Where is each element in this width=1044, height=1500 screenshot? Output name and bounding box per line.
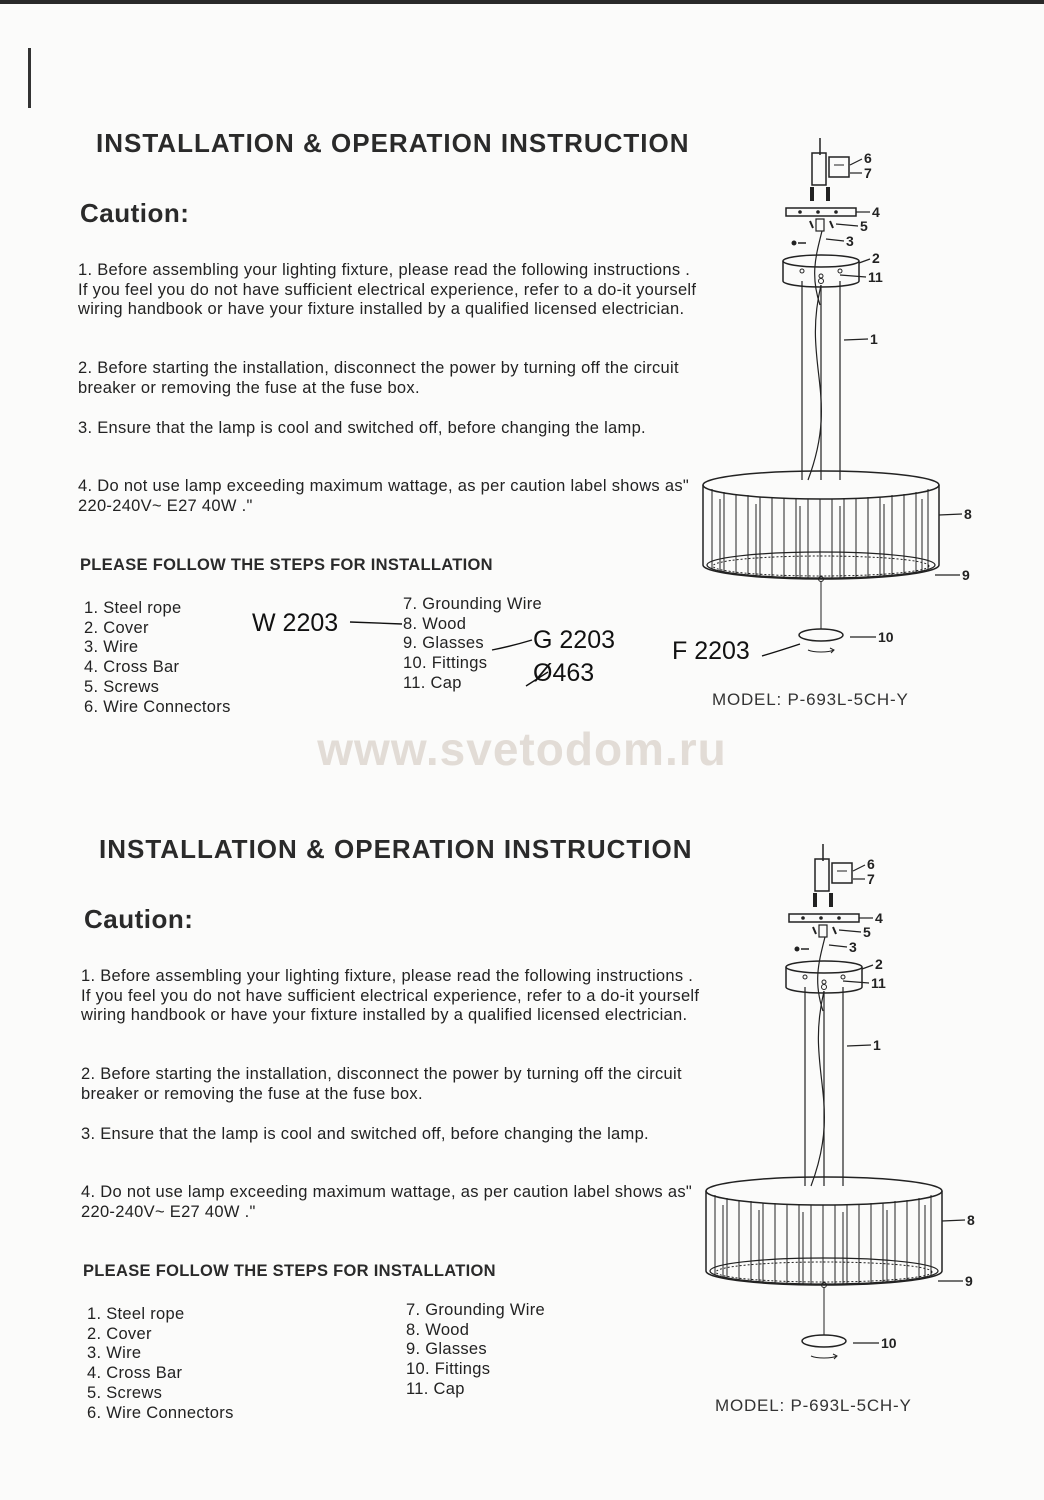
part-item: 11. Cap: [406, 1379, 465, 1398]
callout-7: 7: [864, 165, 872, 181]
chandelier-diagram: [690, 135, 990, 665]
instruction-section-1: [0, 0, 1044, 720]
callout-6: 6: [864, 150, 872, 166]
part-item: 6. Wire Connectors: [84, 697, 231, 716]
part-item: 2. Cover: [84, 618, 149, 637]
section-title: INSTALLATION & OPERATION INSTRUCTION: [99, 834, 693, 864]
chandelier-diagram: [693, 841, 993, 1371]
part-item: 4. Cross Bar: [87, 1364, 183, 1383]
diameter-note: Ø463: [533, 659, 595, 687]
steps-heading: PLEASE FOLLOW THE STEPS FOR INSTALLATION: [83, 1262, 496, 1280]
part-item: 10. Fittings: [406, 1360, 491, 1379]
parts-list-left: [87, 1305, 234, 1423]
callout-1: 1: [873, 1037, 881, 1053]
caution-paragraph-3: 3. Ensure that the lamp is cool and switched off, before changing the lamp.: [81, 1125, 649, 1143]
callout-6: 6: [867, 856, 875, 872]
part-item: 1. Steel rope: [87, 1305, 185, 1323]
callout-3: 3: [846, 233, 854, 249]
section-title: INSTALLATION & OPERATION INSTRUCTION: [96, 128, 690, 158]
website-watermark: www.svetodom.ru: [317, 723, 727, 775]
parts-list-right: [406, 1301, 545, 1400]
callout-3: 3: [849, 939, 857, 955]
caution-paragraph-4: 4. Do not use lamp exceeding maximum wattage, as per caution label shows as" 220-240V~ E27 40W .": [81, 1183, 693, 1221]
caution-heading: Caution:: [84, 904, 194, 934]
caution-paragraph-2: 2. Before starting the installation, disconnect the power by turning off the circuit breaker or removing the fuse at the fuse box.: [81, 1065, 682, 1103]
model-number: MODEL: P-693L-5CH-Y: [715, 1396, 912, 1415]
part-item: 4. Cross Bar: [84, 658, 180, 677]
fittings-code-note: F 2203: [672, 637, 750, 665]
caution-paragraph-3: 3. Ensure that the lamp is cool and switched off, before changing the lamp.: [78, 419, 646, 437]
callout-5: 5: [863, 924, 871, 940]
part-item: 5. Screws: [87, 1383, 163, 1402]
callout-8: 8: [967, 1212, 975, 1228]
callout-4: 4: [875, 910, 883, 926]
part-item: 5. Screws: [84, 677, 160, 696]
callout-9: 9: [965, 1273, 973, 1289]
steps-heading: PLEASE FOLLOW THE STEPS FOR INSTALLATION: [80, 556, 493, 574]
caution-paragraph-1: 1. Before assembling your lighting fixture, please read the following instructions . If you feel you do not have sufficient electrical experience, refer to a do-it yourself wiring handbook or have your fixture installed by a qualified licensed electrician.: [78, 261, 697, 318]
wood-code-note: W 2203: [252, 609, 339, 637]
part-item: 9. Glasses: [403, 634, 484, 653]
part-item: 1. Steel rope: [84, 599, 182, 617]
callout-9: 9: [962, 567, 970, 583]
part-item: 3. Wire: [87, 1344, 142, 1363]
callout-7: 7: [867, 871, 875, 887]
part-item: 8. Wood: [403, 614, 467, 633]
callout-4: 4: [872, 204, 880, 220]
part-item: 2. Cover: [87, 1324, 152, 1343]
part-item: 7. Grounding Wire: [406, 1301, 545, 1319]
caution-heading: Caution:: [80, 198, 190, 228]
callout-2: 2: [875, 956, 883, 972]
callout-1: 1: [870, 331, 878, 347]
glasses-code-note: G 2203: [533, 626, 616, 654]
instruction-section-2: [0, 706, 1044, 1426]
caution-paragraph-4: 4. Do not use lamp exceeding maximum wattage, as per caution label shows as" 220-240V~ E27 40W .": [78, 477, 690, 515]
callout-5: 5: [860, 218, 868, 234]
part-item: 8. Wood: [406, 1320, 470, 1339]
callout-11: 11: [871, 975, 886, 991]
callout-10: 10: [881, 1335, 897, 1351]
model-number: MODEL: P-693L-5CH-Y: [712, 690, 909, 709]
part-item: 7. Grounding Wire: [403, 595, 542, 613]
callout-11: 11: [868, 269, 883, 285]
caution-paragraph-1: 1. Before assembling your lighting fixture, please read the following instructions . If you feel you do not have sufficient electrical experience, refer to a do-it yourself wiring handbook or have your fixture installed by a qualified licensed electrician.: [81, 967, 700, 1024]
part-item: 9. Glasses: [406, 1340, 487, 1359]
part-item: 3. Wire: [84, 638, 139, 657]
part-item: 6. Wire Connectors: [87, 1403, 234, 1422]
part-item: 11. Cap: [403, 673, 462, 692]
caution-paragraph-2: 2. Before starting the installation, disconnect the power by turning off the circuit breaker or removing the fuse at the fuse box.: [78, 359, 679, 397]
callout-10: 10: [878, 629, 894, 645]
callout-2: 2: [872, 250, 880, 266]
callout-8: 8: [964, 506, 972, 522]
part-item: 10. Fittings: [403, 654, 488, 673]
